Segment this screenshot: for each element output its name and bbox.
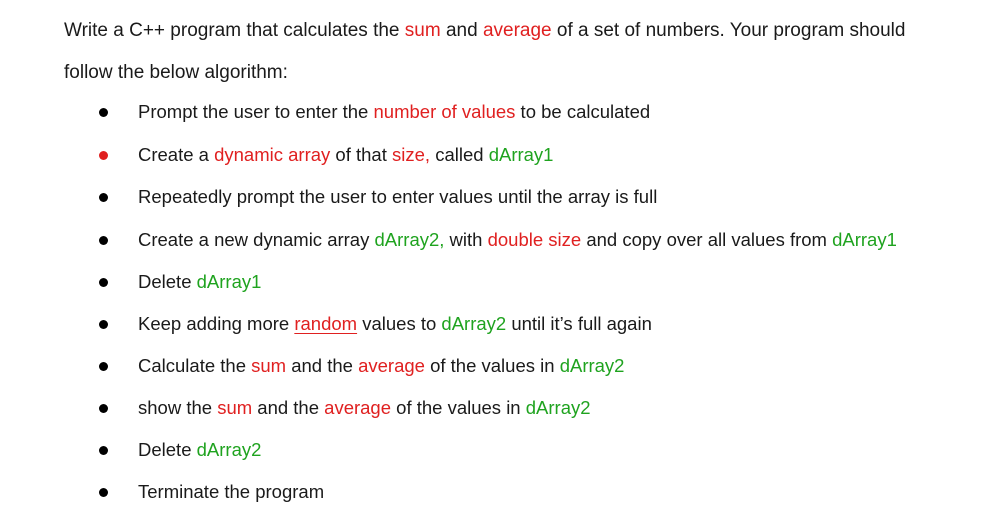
list-item-delete-array1 bbox=[0, 270, 997, 294]
bullet-icon bbox=[99, 236, 108, 245]
highlight-red: average bbox=[324, 397, 392, 418]
highlight-red: size, bbox=[392, 144, 431, 165]
highlight-red: double size bbox=[487, 229, 582, 250]
step-text: Terminate the program bbox=[138, 481, 325, 502]
highlight-green: dArray2 bbox=[196, 439, 262, 460]
intro-line-2: follow the below algorithm: bbox=[64, 62, 288, 83]
list-item-add-random bbox=[0, 312, 997, 336]
step-text: Calculate the bbox=[138, 355, 252, 376]
intro-text: and bbox=[440, 20, 483, 41]
highlight-sum: sum bbox=[404, 20, 441, 41]
step-text: Repeatedly prompt the user to enter values until the array is full bbox=[138, 186, 658, 207]
highlight-green: dArray2 bbox=[525, 397, 591, 418]
step-text: Delete bbox=[138, 439, 197, 460]
list-item-show bbox=[0, 396, 997, 420]
step-text: Create a new dynamic array bbox=[138, 229, 375, 250]
list-item-create-array bbox=[0, 143, 997, 167]
bullet-icon bbox=[99, 278, 108, 287]
list-item-text bbox=[138, 270, 261, 294]
list-item-text bbox=[138, 228, 897, 252]
highlight-green: dArray1 bbox=[832, 229, 897, 250]
list-item-prompt-count bbox=[0, 100, 997, 124]
highlight-red: number of values bbox=[373, 101, 516, 122]
highlight-red: sum bbox=[217, 397, 253, 418]
highlight-green: dArray1 bbox=[488, 144, 554, 165]
highlight-green: dArray1 bbox=[196, 271, 262, 292]
list-item-text bbox=[138, 143, 553, 167]
list-item-prompt-values bbox=[0, 185, 997, 209]
list-item-text bbox=[138, 354, 624, 378]
step-text: values to bbox=[357, 313, 442, 334]
step-text: and copy over all values from bbox=[581, 229, 833, 250]
step-text: called bbox=[430, 144, 489, 165]
list-item-text bbox=[138, 480, 324, 504]
bullet-icon bbox=[99, 446, 108, 455]
highlight-average: average bbox=[482, 20, 552, 41]
bullet-icon bbox=[99, 193, 108, 202]
step-text: to be calculated bbox=[515, 101, 651, 122]
list-item-calculate bbox=[0, 354, 997, 378]
highlight-green: dArray2 bbox=[559, 355, 625, 376]
bullet-icon bbox=[99, 362, 108, 371]
list-item-text bbox=[138, 312, 652, 336]
step-text: with bbox=[444, 229, 488, 250]
bullet-icon bbox=[99, 488, 108, 497]
highlight-red: sum bbox=[251, 355, 287, 376]
list-item-terminate bbox=[0, 480, 997, 504]
highlight-green: dArray2 bbox=[441, 313, 507, 334]
step-text: Create a bbox=[138, 144, 215, 165]
intro-text: of a set of numbers. Your program should bbox=[551, 20, 906, 41]
step-text: Keep adding more bbox=[138, 313, 295, 334]
list-item-new-array bbox=[0, 228, 997, 252]
highlight-red-underlined: random bbox=[294, 313, 358, 334]
step-text: of the values in bbox=[424, 355, 560, 376]
list-item-delete-array2 bbox=[0, 438, 997, 462]
step-text: and the bbox=[286, 355, 359, 376]
step-text: of that bbox=[330, 144, 393, 165]
list-item-text bbox=[138, 100, 650, 124]
step-text: Prompt the user to enter the bbox=[138, 101, 374, 122]
highlight-red: average bbox=[358, 355, 425, 376]
highlight-red: dynamic array bbox=[214, 144, 331, 165]
step-text: and the bbox=[252, 397, 325, 418]
step-text: until it’s full again bbox=[506, 313, 652, 334]
intro-line-1 bbox=[64, 19, 905, 43]
bullet-icon bbox=[99, 404, 108, 413]
list-item-text bbox=[138, 185, 657, 209]
bullet-icon bbox=[99, 108, 108, 117]
step-text: of the values in bbox=[391, 397, 526, 418]
bullet-icon bbox=[99, 151, 108, 160]
list-item-text bbox=[138, 438, 261, 462]
step-text: Delete bbox=[138, 271, 197, 292]
step-text: show the bbox=[138, 397, 218, 418]
bullet-icon bbox=[99, 320, 108, 329]
list-item-text bbox=[138, 396, 591, 420]
intro-text: Write a C++ program that calculates the bbox=[64, 20, 405, 41]
highlight-green: dArray2, bbox=[374, 229, 445, 250]
